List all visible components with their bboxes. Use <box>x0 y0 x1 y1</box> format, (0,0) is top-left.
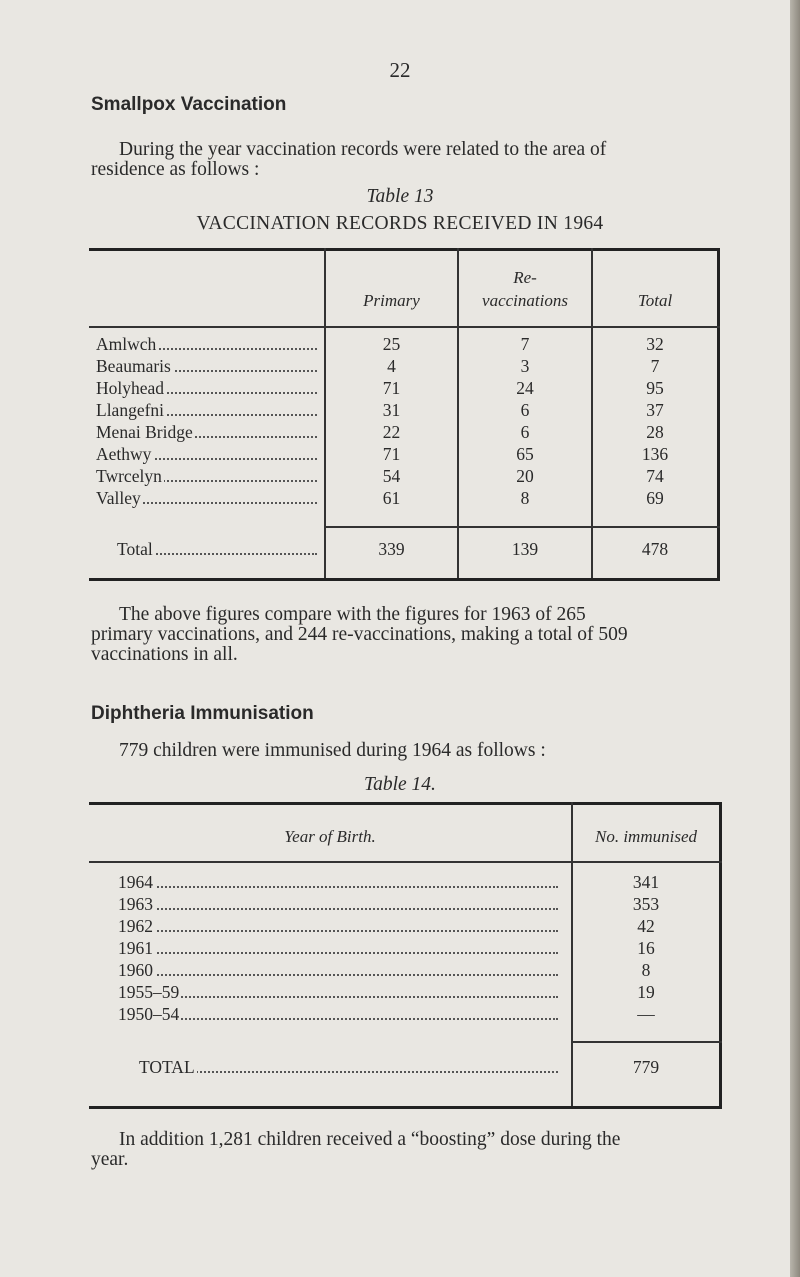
header-number: No. immunised <box>595 827 697 846</box>
table-row-area: Valley <box>96 488 321 509</box>
smallpox-intro-line1: During the year vaccination records were related to the area of <box>119 139 607 160</box>
table-row-area: Llangefni <box>96 400 321 421</box>
table-row-year: 1955–59 <box>118 982 558 1003</box>
cell-revacc: 65 <box>516 444 534 464</box>
table-row-year: 1962 <box>118 916 558 937</box>
table-row-area: Aethwy <box>96 444 321 465</box>
cell-count: 353 <box>632 894 660 914</box>
header-primary: Primary <box>363 291 420 310</box>
cell-revacc: 6 <box>520 400 530 420</box>
table13-label: Table 13 <box>366 186 434 207</box>
cell-revacc: 6 <box>520 422 530 442</box>
total-total: 478 <box>641 539 669 559</box>
cell-revacc: 8 <box>520 488 530 508</box>
cell-count: 19 <box>637 982 655 1002</box>
cell-total: 69 <box>646 488 664 508</box>
total-rule <box>571 1041 722 1043</box>
cell-primary: 31 <box>382 400 401 420</box>
table-row-year: 1950–54 <box>118 1004 558 1025</box>
total-primary: 339 <box>378 539 405 559</box>
header-year: Year of Birth. <box>284 827 376 846</box>
cell-count: 8 <box>641 960 651 980</box>
table13-title: VACCINATION RECORDS RECEIVED IN 1964 <box>196 213 604 234</box>
header-total: Total <box>637 291 673 310</box>
cell-primary: 25 <box>382 334 401 354</box>
total-count: 779 <box>632 1057 660 1077</box>
cell-total: 95 <box>646 378 664 398</box>
cell-count: — <box>637 1004 655 1024</box>
total-row-label: TOTAL <box>139 1057 558 1078</box>
table-row-area: Beaumaris <box>96 356 321 377</box>
cell-total: 37 <box>646 400 664 420</box>
table-row-area: Menai Bridge <box>96 422 321 443</box>
diphtheria-intro: 779 children were immunised during 1964 as follows : <box>119 740 546 761</box>
header-revacc-line1: Re- <box>513 268 537 287</box>
comparison-line2: primary vaccinations, and 244 re-vaccinations, making a total of 509 <box>91 624 628 645</box>
cell-total: 28 <box>646 422 664 442</box>
diphtheria-heading: Diphtheria Immunisation <box>91 703 314 724</box>
immunisation-table <box>89 802 722 1107</box>
cell-total: 7 <box>650 356 660 376</box>
cell-count: 341 <box>632 872 660 892</box>
cell-primary: 71 <box>382 378 401 398</box>
cell-primary: 22 <box>382 422 401 442</box>
cell-count: 16 <box>637 938 655 958</box>
table14-label: Table 14. <box>364 774 436 795</box>
header-rule <box>89 326 720 328</box>
table-row-year: 1964 <box>118 872 558 893</box>
cell-primary: 71 <box>382 444 401 464</box>
table-row-area: Holyhead <box>96 378 321 399</box>
cell-revacc: 3 <box>520 356 530 376</box>
table-row-area: Twrcelyn <box>96 466 321 487</box>
table-row-year: 1961 <box>118 938 558 959</box>
table-row-area: Amlwch <box>96 334 321 355</box>
cell-primary: 54 <box>382 466 401 486</box>
cell-total: 136 <box>641 444 669 464</box>
cell-primary: 61 <box>382 488 401 508</box>
comparison-line1: The above figures compare with the figures for 1963 of 265 <box>119 604 586 625</box>
closing-line2: year. <box>91 1149 129 1170</box>
vaccination-table <box>89 248 720 579</box>
comparison-line3: vaccinations in all. <box>91 644 238 665</box>
cell-total: 74 <box>646 466 664 486</box>
page-number: 22 <box>389 58 411 82</box>
cell-count: 42 <box>637 916 655 936</box>
header-rule <box>89 861 722 863</box>
total-revacc: 139 <box>511 539 539 559</box>
smallpox-heading: Smallpox Vaccination <box>91 94 287 115</box>
total-rule <box>324 526 720 528</box>
table-row-year: 1963 <box>118 894 558 915</box>
header-revacc-line2: vaccinations <box>482 291 568 310</box>
closing-line1: In addition 1,281 children received a “boosting” dose during the <box>119 1129 621 1150</box>
cell-primary: 4 <box>387 356 396 376</box>
smallpox-intro-line2: residence as follows : <box>91 159 260 180</box>
total-row-label: Total <box>117 539 321 560</box>
cell-revacc: 20 <box>516 466 534 486</box>
cell-total: 32 <box>646 334 664 354</box>
cell-revacc: 24 <box>516 378 534 398</box>
table-row-year: 1960 <box>118 960 558 981</box>
cell-revacc: 7 <box>520 334 530 354</box>
